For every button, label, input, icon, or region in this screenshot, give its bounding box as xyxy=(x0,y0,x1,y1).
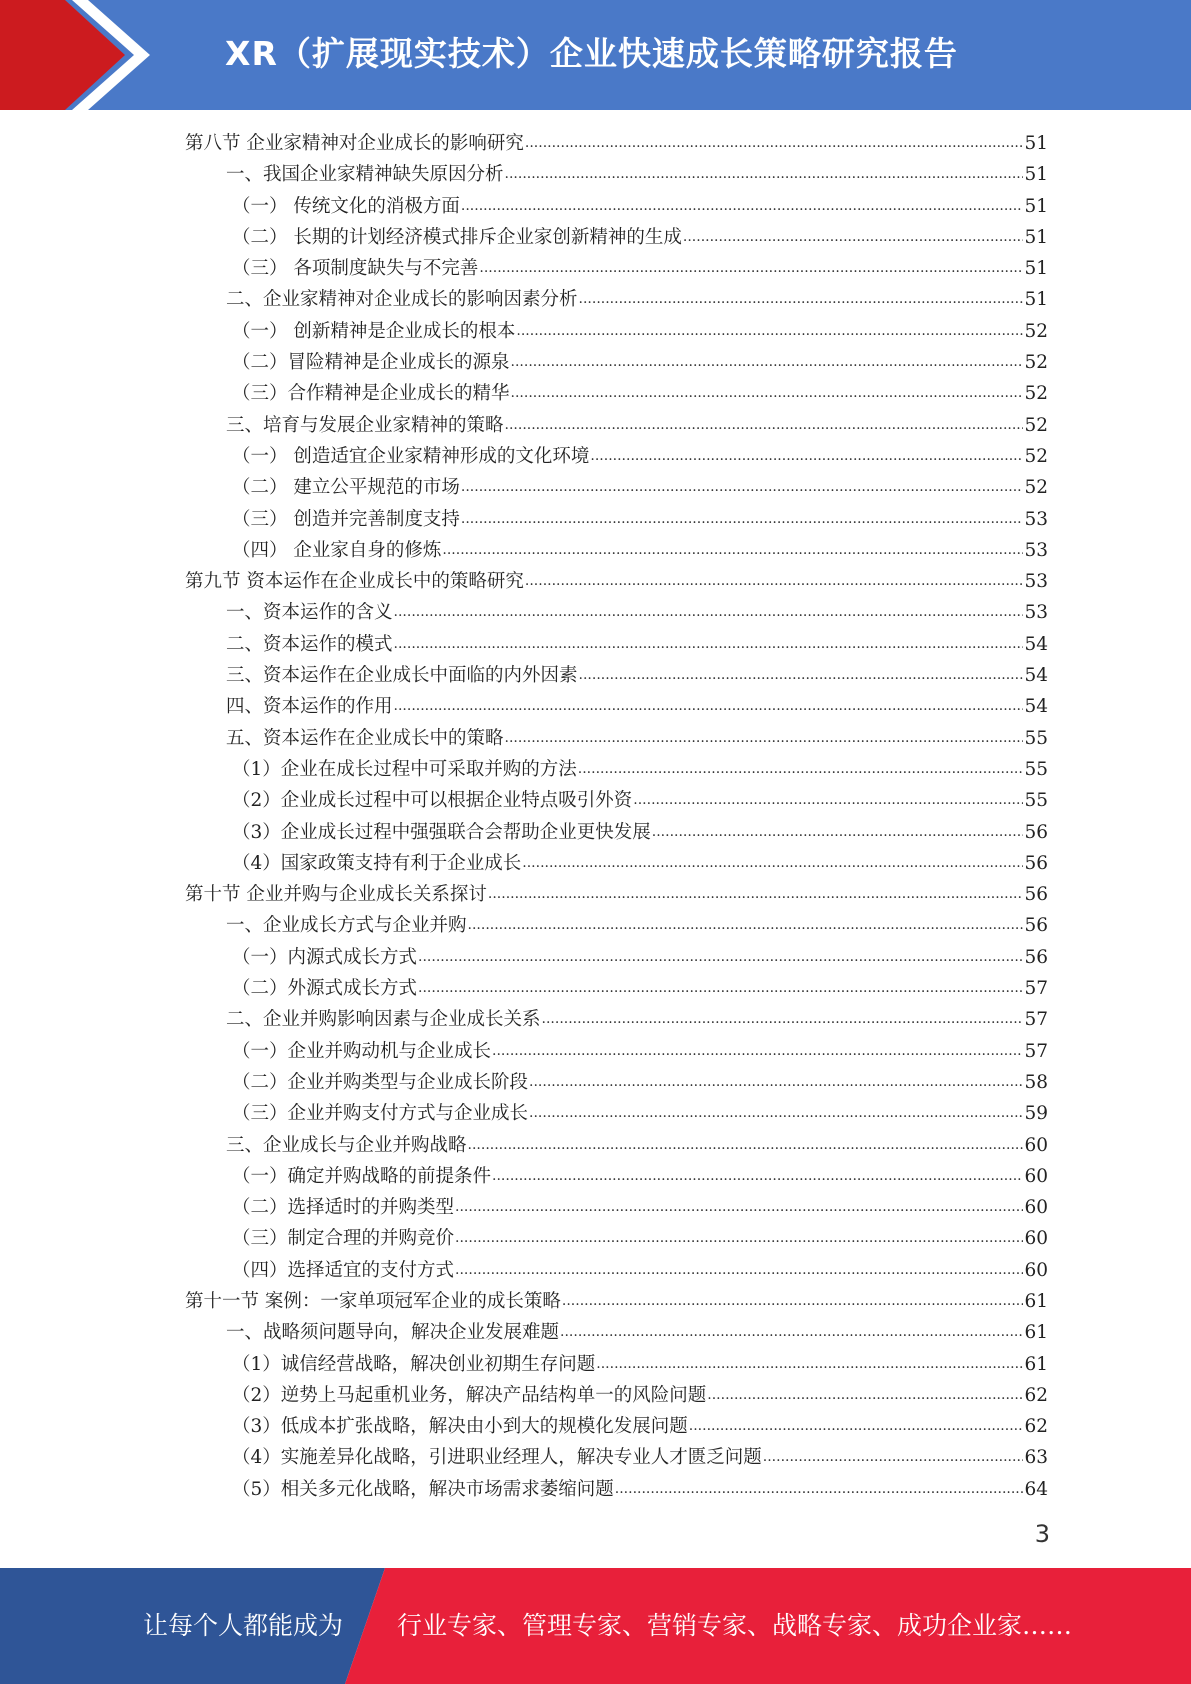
toc-entry[interactable] xyxy=(185,347,1048,378)
toc-entry-title: 一、企业成长方式与企业并购 xyxy=(226,915,467,937)
toc-entry-title: 二、资本运作的模式 xyxy=(226,633,393,655)
toc-entry[interactable] xyxy=(185,316,1048,347)
toc-entry-page: 57 xyxy=(1024,978,1048,1000)
toc-entry-page: 56 xyxy=(1024,946,1048,968)
toc-entry[interactable] xyxy=(185,1349,1048,1380)
toc-entry-page: 53 xyxy=(1024,602,1048,624)
toc-entry-title: （三）合作精神是企业成长的精华 xyxy=(232,383,510,405)
toc-entry-page: 56 xyxy=(1024,915,1048,937)
toc-entry[interactable] xyxy=(185,284,1048,315)
page-footer xyxy=(0,1568,1191,1684)
toc-entry-title: （3）企业成长过程中强强联合会帮助企业更快发展 xyxy=(232,821,651,843)
toc-entry-page: 51 xyxy=(1024,164,1048,186)
toc-entry-title: （1）诚信经营战略，解决创业初期生存问题 xyxy=(232,1353,596,1375)
toc-entry-title: （二）外源式成长方式 xyxy=(232,978,418,1000)
page-header xyxy=(0,0,1191,110)
toc-entry[interactable] xyxy=(185,785,1048,816)
toc-entry-title: 四、资本运作的作用 xyxy=(226,696,393,718)
toc-entry[interactable] xyxy=(185,848,1048,879)
toc-entry-page: 55 xyxy=(1024,727,1048,749)
toc-dot-leader xyxy=(579,282,1024,315)
toc-dot-leader xyxy=(492,1159,1023,1192)
toc-entry-title: 二、企业家精神对企业成长的影响因素分析 xyxy=(226,289,578,311)
toc-entry-page: 52 xyxy=(1024,320,1048,342)
toc-entry[interactable] xyxy=(185,1067,1048,1098)
toc-entry-title: 三、企业成长与企业并购战略 xyxy=(226,1134,467,1156)
toc-entry-title: 第九节 资本运作在企业成长中的策略研究 xyxy=(185,571,524,593)
toc-entry[interactable] xyxy=(185,1036,1048,1067)
toc-entry-page: 57 xyxy=(1024,1009,1048,1031)
toc-dot-leader xyxy=(394,595,1024,628)
toc-entry[interactable] xyxy=(185,1380,1048,1411)
toc-entry-title: （一） 传统文化的消极方面 xyxy=(232,195,460,217)
toc-entry-title: （一）内源式成长方式 xyxy=(232,946,418,968)
toc-entry-page: 54 xyxy=(1024,665,1048,687)
toc-entry-title: （二）冒险精神是企业成长的源泉 xyxy=(232,352,510,374)
toc-dot-leader xyxy=(492,1034,1023,1067)
header-arrow-decoration xyxy=(0,0,160,110)
toc-entry[interactable] xyxy=(185,1130,1048,1161)
toc-dot-leader xyxy=(596,1347,1023,1380)
toc-entry-title: 第八节 企业家精神对企业成长的影响研究 xyxy=(185,133,524,154)
toc-entry-title: （一）确定并购战略的前提条件 xyxy=(232,1165,492,1187)
toc-entry[interactable] xyxy=(185,817,1048,848)
toc-entry[interactable] xyxy=(185,1255,1048,1286)
toc-entry-page: 64 xyxy=(1024,1478,1048,1500)
toc-entry-page: 58 xyxy=(1024,1071,1048,1093)
toc-dot-leader xyxy=(525,564,1024,597)
toc-entry-title: （2）企业成长过程中可以根据企业特点吸引外资 xyxy=(232,790,633,812)
toc-entry[interactable] xyxy=(185,660,1048,691)
toc-entry-title: 二、企业并购影响因素与企业成长关系 xyxy=(226,1009,541,1031)
toc-entry-page: 51 xyxy=(1024,133,1048,154)
toc-entry-title: 五、资本运作在企业成长中的策略 xyxy=(226,727,504,749)
toc-entry[interactable] xyxy=(185,754,1048,785)
toc-dot-leader xyxy=(505,157,1024,190)
toc-dot-leader xyxy=(442,533,1023,566)
toc-entry-title: （二）企业并购类型与企业成长阶段 xyxy=(232,1071,529,1093)
toc-entry-title: （一） 创新精神是企业成长的根本 xyxy=(232,320,516,342)
toc-dot-leader xyxy=(529,1065,1023,1098)
toc-entry[interactable] xyxy=(185,1223,1048,1254)
toc-entry-page: 56 xyxy=(1024,852,1048,874)
table-of-contents xyxy=(185,128,1048,1505)
toc-entry-page: 52 xyxy=(1024,352,1048,374)
toc-dot-leader xyxy=(562,1284,1024,1317)
toc-entry-title: 三、资本运作在企业成长中面临的内外因素 xyxy=(226,665,578,687)
toc-dot-leader xyxy=(505,408,1024,441)
toc-entry-page: 51 xyxy=(1024,289,1048,311)
toc-entry[interactable] xyxy=(185,378,1048,409)
toc-entry[interactable] xyxy=(185,1474,1048,1505)
toc-entry-page: 61 xyxy=(1024,1290,1048,1312)
toc-dot-leader xyxy=(418,971,1023,1004)
toc-entry-page: 60 xyxy=(1024,1259,1048,1281)
toc-dot-leader xyxy=(394,689,1024,722)
toc-entry-page: 52 xyxy=(1024,477,1048,499)
toc-dot-leader xyxy=(461,189,1024,222)
toc-entry-title: （四）选择适宜的支付方式 xyxy=(232,1259,455,1281)
toc-entry-page: 53 xyxy=(1024,571,1048,593)
toc-dot-leader xyxy=(707,1378,1023,1411)
toc-dot-leader xyxy=(394,627,1024,660)
toc-entry-title: （三） 创造并完善制度支持 xyxy=(232,508,460,530)
toc-entry[interactable] xyxy=(185,1192,1048,1223)
toc-dot-leader xyxy=(479,251,1023,284)
toc-entry-title: （二） 长期的计划经济模式排斥企业家创新精神的生成 xyxy=(232,226,682,248)
toc-entry-title: （四） 企业家自身的修炼 xyxy=(232,539,442,561)
toc-entry-title: （3）低成本扩张战略，解决由小到大的规模化发展问题 xyxy=(232,1416,688,1438)
toc-entry[interactable] xyxy=(185,1317,1048,1348)
toc-entry[interactable] xyxy=(185,253,1048,284)
toc-entry-page: 61 xyxy=(1024,1322,1048,1344)
toc-entry-page: 61 xyxy=(1024,1353,1048,1375)
toc-dot-leader xyxy=(418,940,1023,973)
toc-entry-page: 55 xyxy=(1024,758,1048,780)
toc-entry-page: 62 xyxy=(1024,1416,1048,1438)
toc-entry[interactable] xyxy=(185,1411,1048,1442)
toc-entry-page: 52 xyxy=(1024,383,1048,405)
toc-entry[interactable] xyxy=(185,535,1048,566)
toc-dot-leader xyxy=(522,846,1023,879)
toc-dot-leader xyxy=(560,1315,1023,1348)
toc-entry-page: 51 xyxy=(1024,226,1048,248)
toc-dot-leader xyxy=(488,877,1024,910)
toc-entry-page: 60 xyxy=(1024,1228,1048,1250)
toc-dot-leader xyxy=(689,1409,1024,1442)
toc-entry[interactable] xyxy=(185,128,1048,159)
toc-dot-leader xyxy=(633,783,1023,816)
toc-entry-title: （三）制定合理的并购竞价 xyxy=(232,1228,455,1250)
toc-entry[interactable] xyxy=(185,973,1048,1004)
toc-entry[interactable] xyxy=(185,159,1048,190)
toc-entry-page: 57 xyxy=(1024,1040,1048,1062)
toc-dot-leader xyxy=(455,1221,1023,1254)
toc-entry-title: （三）企业并购支付方式与企业成长 xyxy=(232,1103,529,1125)
toc-entry[interactable] xyxy=(185,1161,1048,1192)
toc-entry-page: 53 xyxy=(1024,508,1048,530)
footer-slogan-right: 行业专家、管理专家、营销专家、战略专家、成功企业家…… xyxy=(397,1611,1073,1640)
toc-dot-leader xyxy=(683,220,1024,253)
toc-dot-leader xyxy=(511,376,1024,409)
toc-entry-page: 56 xyxy=(1024,884,1048,906)
toc-entry-title: 第十一节 案例：一家单项冠军企业的成长策略 xyxy=(185,1290,561,1312)
toc-entry-page: 60 xyxy=(1024,1134,1048,1156)
toc-dot-leader xyxy=(468,1128,1024,1161)
toc-dot-leader xyxy=(468,908,1024,941)
toc-entry-title: 第十节 企业并购与企业成长关系探讨 xyxy=(185,884,487,906)
toc-entry-title: （4）国家政策支持有利于企业成长 xyxy=(232,852,522,874)
toc-dot-leader xyxy=(516,314,1023,347)
footer-slogan-left: 让每个人都能成为 xyxy=(143,1611,344,1640)
toc-dot-leader xyxy=(461,502,1024,535)
toc-entry[interactable] xyxy=(185,191,1048,222)
toc-entry[interactable] xyxy=(185,879,1048,910)
toc-entry-title: （二）选择适时的并购类型 xyxy=(232,1197,455,1219)
toc-dot-leader xyxy=(763,1440,1024,1473)
toc-entry[interactable] xyxy=(185,472,1048,503)
toc-entry[interactable] xyxy=(185,1286,1048,1317)
toc-entry-title: （2）逆势上马起重机业务，解决产品结构单一的风险问题 xyxy=(232,1384,707,1406)
toc-dot-leader xyxy=(615,1472,1024,1505)
toc-entry-title: （一）企业并购动机与企业成长 xyxy=(232,1040,492,1062)
toc-dot-leader xyxy=(525,126,1024,159)
toc-entry-page: 51 xyxy=(1024,258,1048,280)
toc-entry[interactable] xyxy=(185,441,1048,472)
toc-entry[interactable] xyxy=(185,629,1048,660)
toc-entry-page: 52 xyxy=(1024,445,1048,467)
toc-entry[interactable] xyxy=(185,942,1048,973)
toc-entry-title: 一、战略须问题导向，解决企业发展难题 xyxy=(226,1322,560,1344)
toc-entry-page: 59 xyxy=(1024,1103,1048,1125)
toc-entry[interactable] xyxy=(185,1442,1048,1473)
toc-entry[interactable] xyxy=(185,723,1048,754)
toc-entry-page: 51 xyxy=(1024,195,1048,217)
toc-entry-page: 54 xyxy=(1024,633,1048,655)
page-number: 3 xyxy=(1034,1520,1050,1548)
toc-entry[interactable] xyxy=(185,410,1048,441)
toc-entry[interactable] xyxy=(185,222,1048,253)
toc-dot-leader xyxy=(590,439,1023,472)
toc-dot-leader xyxy=(461,470,1024,503)
toc-dot-leader xyxy=(578,752,1024,785)
toc-entry-page: 52 xyxy=(1024,414,1048,436)
toc-dot-leader xyxy=(511,345,1024,378)
toc-entry-page: 56 xyxy=(1024,821,1048,843)
toc-entry-title: （4）实施差异化战略，引进职业经理人，解决专业人才匮乏问题 xyxy=(232,1447,762,1469)
toc-entry[interactable] xyxy=(185,597,1048,628)
toc-entry[interactable] xyxy=(185,691,1048,722)
toc-entry-page: 60 xyxy=(1024,1197,1048,1219)
toc-entry-title: 三、培育与发展企业家精神的策略 xyxy=(226,414,504,436)
toc-entry-title: （三） 各项制度缺失与不完善 xyxy=(232,258,479,280)
toc-dot-leader xyxy=(579,658,1024,691)
toc-dot-leader xyxy=(505,721,1024,754)
toc-entry[interactable] xyxy=(185,1098,1048,1129)
toc-entry[interactable] xyxy=(185,504,1048,535)
toc-dot-leader xyxy=(652,815,1024,848)
toc-dot-leader xyxy=(455,1190,1023,1223)
toc-entry[interactable] xyxy=(185,910,1048,941)
toc-dot-leader xyxy=(529,1096,1023,1129)
toc-entry-page: 62 xyxy=(1024,1384,1048,1406)
toc-entry-page: 54 xyxy=(1024,696,1048,718)
toc-entry[interactable] xyxy=(185,566,1048,597)
toc-entry-title: （1）企业在成长过程中可采取并购的方法 xyxy=(232,758,577,780)
toc-dot-leader xyxy=(455,1253,1023,1286)
toc-entry-title: （二） 建立公平规范的市场 xyxy=(232,477,460,499)
toc-entry-page: 55 xyxy=(1024,790,1048,812)
toc-entry-title: 一、资本运作的含义 xyxy=(226,602,393,624)
toc-dot-leader xyxy=(542,1002,1024,1035)
toc-entry[interactable] xyxy=(185,1004,1048,1035)
toc-entry-title: （一） 创造适宜企业家精神形成的文化环境 xyxy=(232,445,590,467)
toc-entry-page: 53 xyxy=(1024,539,1048,561)
toc-entry-title: 一、我国企业家精神缺失原因分析 xyxy=(226,164,504,186)
report-title: XR（扩展现实技术）企业快速成长策略研究报告 xyxy=(225,34,958,73)
toc-entry-title: （5）相关多元化战略，解决市场需求萎缩问题 xyxy=(232,1478,614,1500)
toc-entry-page: 63 xyxy=(1024,1447,1048,1469)
toc-entry-page: 60 xyxy=(1024,1165,1048,1187)
